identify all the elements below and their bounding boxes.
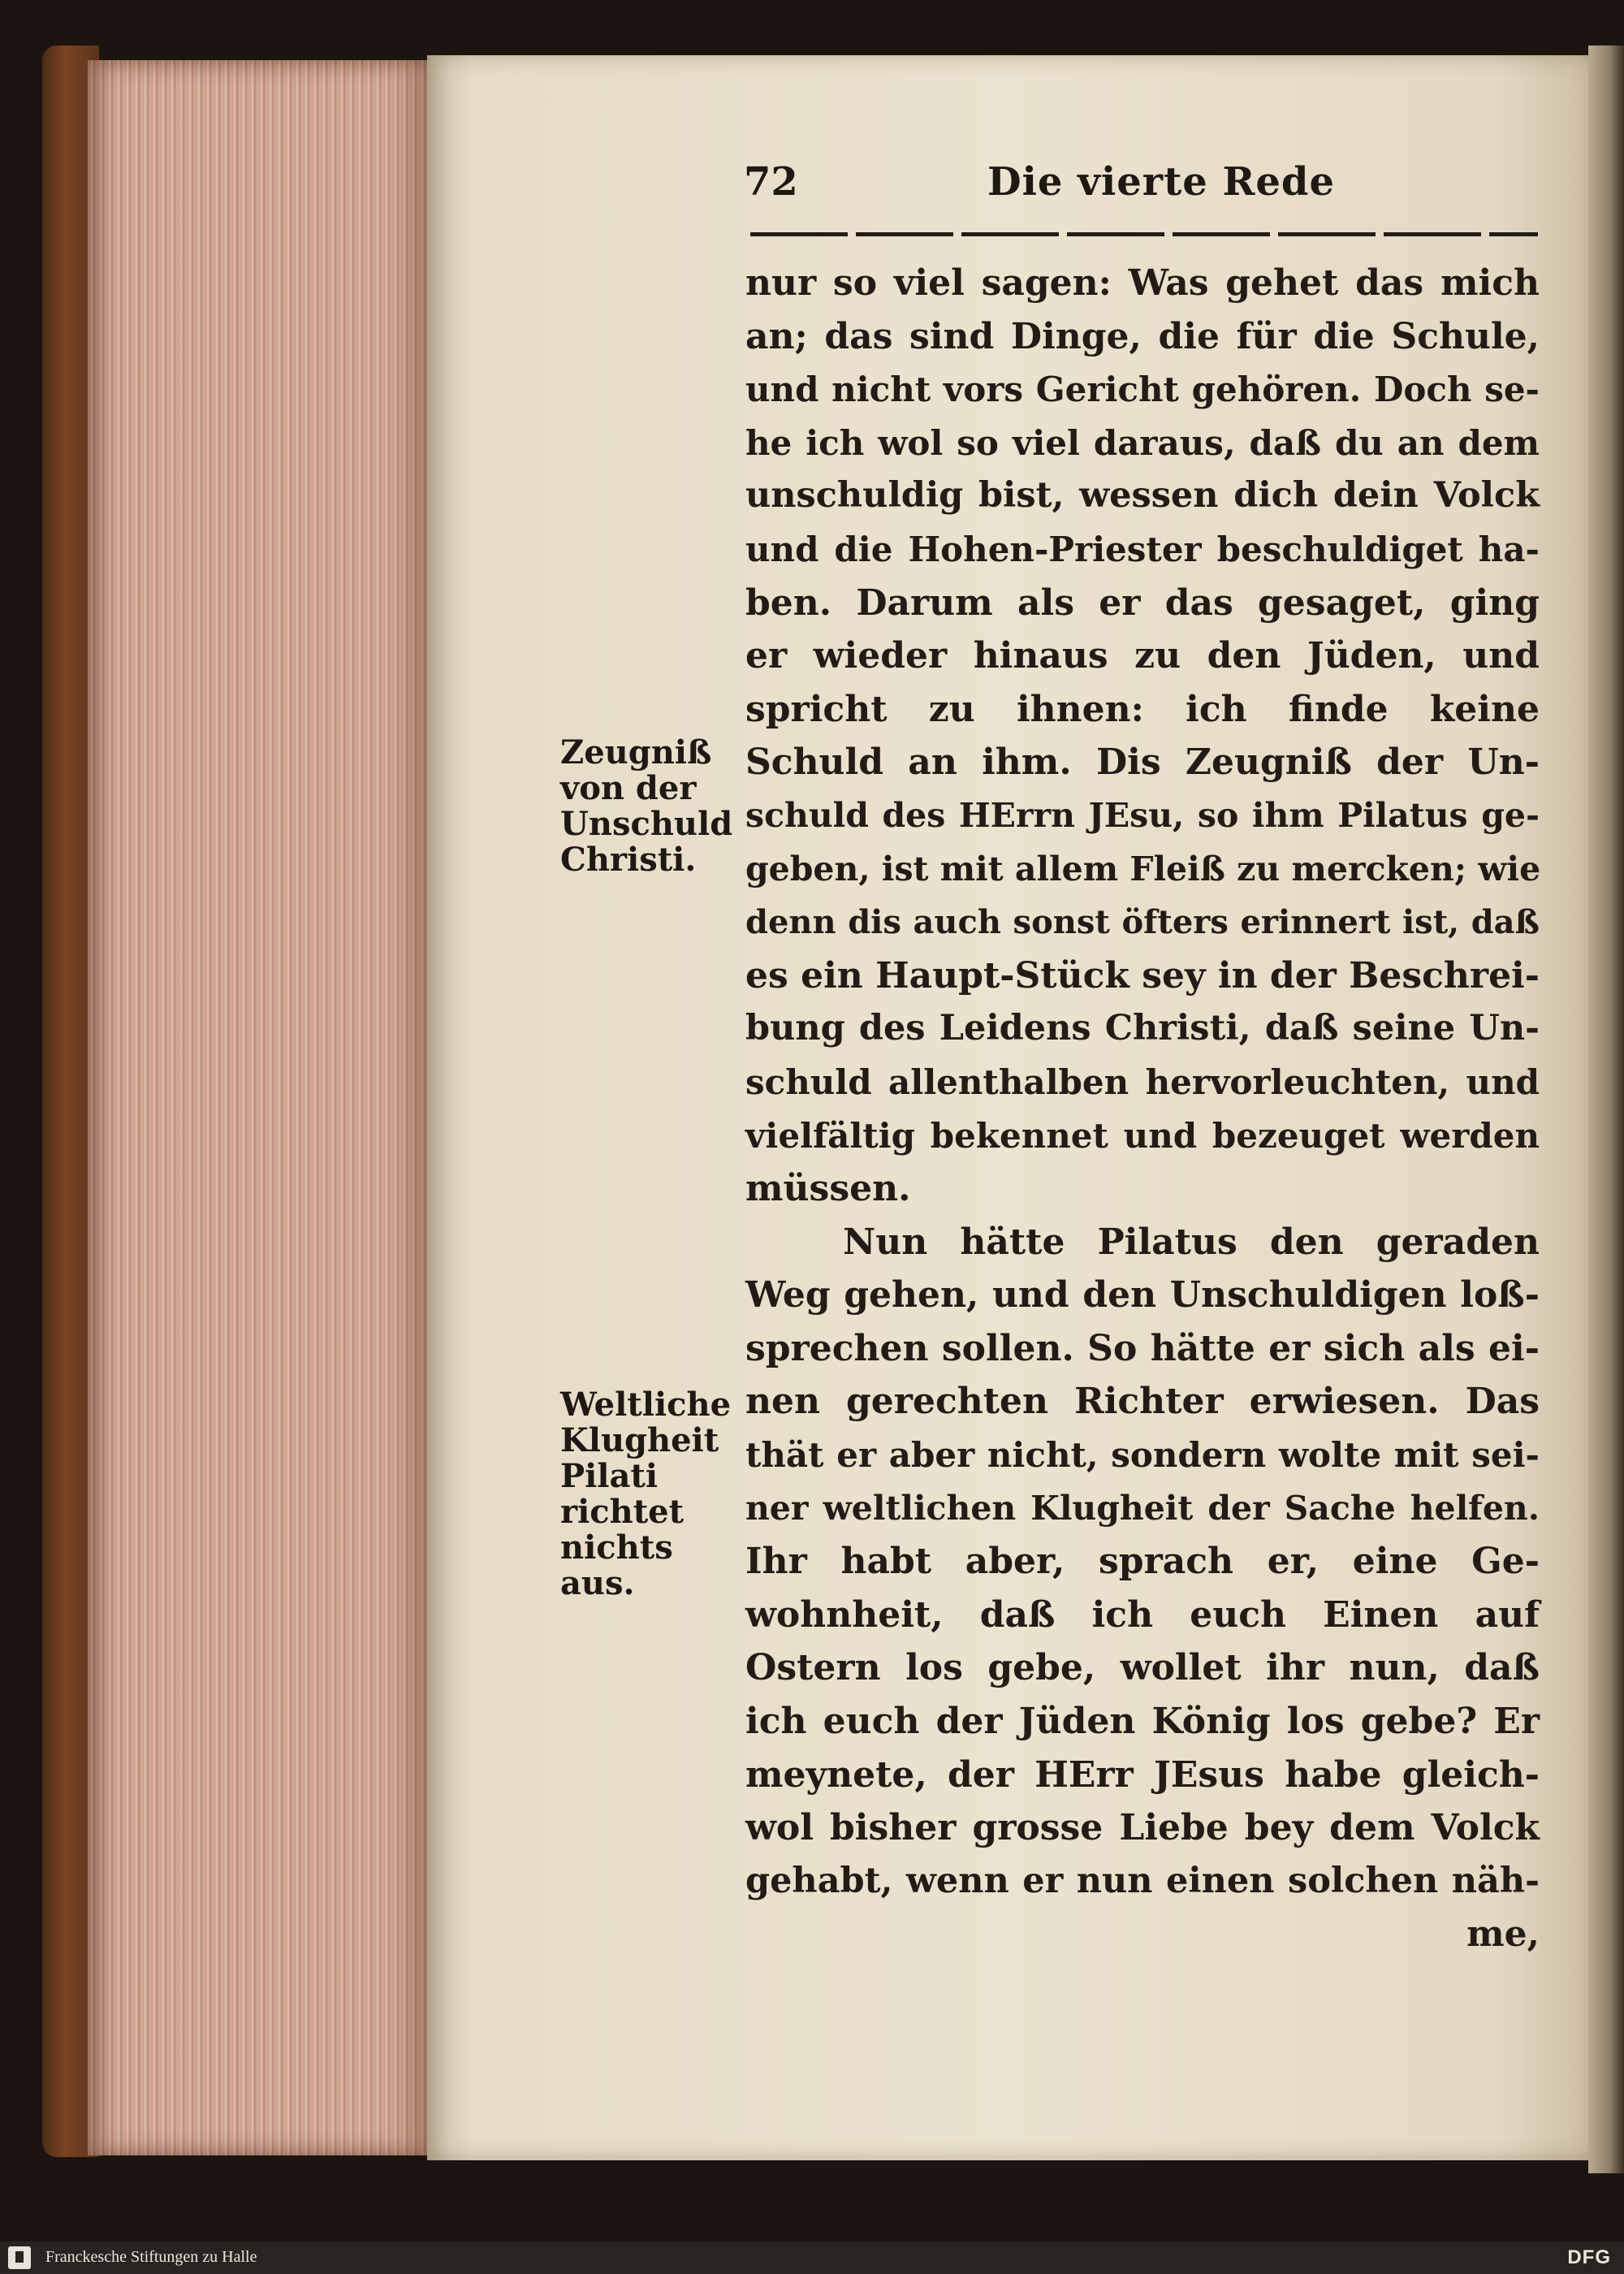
text-line: spricht zu ihnen: ich finde keine: [745, 688, 1540, 730]
margin-note-zeugniss: [560, 735, 739, 878]
text-line: an; das sind Dinge, die für die Schule,: [745, 315, 1540, 357]
text-line: geben, ist mit allem Fleiß zu mercken; wie: [745, 849, 1541, 888]
text-line: meynete, der HErr JEsus habe gleich-: [745, 1753, 1540, 1796]
text-line: wol bisher grosse Liebe bey dem Volck: [745, 1807, 1540, 1849]
margin-note-line: Zeugniß: [560, 733, 712, 772]
margin-note-line: Weltliche: [560, 1386, 732, 1424]
institution-logo-icon: [8, 2246, 31, 2269]
text-line: he ich wol so viel daraus, daß du an dem: [745, 422, 1540, 463]
text-line: Schuld an ihm. Dis Zeugniß der Un-: [745, 741, 1540, 784]
text-line: nen gerechten Richter erwiesen. Das: [745, 1381, 1540, 1423]
text-line: wohnheit, daß ich euch Einen auf: [745, 1593, 1540, 1636]
facing-page-edge: [1588, 45, 1624, 2173]
text-line: nur so viel sagen: Was gehet das mich: [745, 262, 1540, 304]
margin-note-line: von der: [560, 769, 697, 807]
margin-note-line: aus.: [560, 1564, 635, 1602]
text-line: und nicht vors Gericht gehören. Doch se-: [745, 370, 1540, 410]
catchword: me,: [1466, 1913, 1540, 1956]
text-line: schuld allenthalben hervorleuchten, und: [745, 1061, 1540, 1102]
margin-note-line: Christi.: [560, 841, 697, 879]
margin-note-line: Pilati: [560, 1457, 659, 1495]
dfg-mark: DFG: [1567, 2246, 1611, 2268]
text-line: Weg gehen, und den Unschuldigen loß-: [745, 1274, 1540, 1316]
viewer-footer-bar: [0, 2242, 1624, 2274]
running-head: Die vierte Rede: [987, 159, 1336, 205]
text-line: müssen.: [745, 1168, 911, 1210]
page-header: [744, 159, 1540, 216]
main-text-block: [745, 257, 1540, 1961]
text-line: ner weltlichen Klugheit der Sache helfen.: [745, 1488, 1540, 1528]
text-line: es ein Haupt-Stück sey in der Beschrei-: [745, 954, 1540, 996]
text-line: Ihr habt aber, sprach er, eine Ge-: [745, 1541, 1540, 1583]
paragraph-start-line: Nun hätte Pilatus den geraden: [843, 1221, 1540, 1263]
text-line: bung des Leidens Christi, daß seine Un-: [745, 1008, 1540, 1049]
text-line: ben. Darum als er das gesaget, ging: [745, 581, 1540, 624]
text-line: Ostern los gebe, wollet ihr nun, daß: [745, 1647, 1540, 1689]
text-line: thät er aber nicht, sondern wolte mit sei-: [745, 1435, 1540, 1476]
margin-note-weltliche-klugheit: [560, 1387, 739, 1602]
institution-credit: Franckesche Stiftungen zu Halle: [45, 2248, 257, 2266]
text-line: vielfältig bekennet und bezeuget werden: [745, 1115, 1540, 1156]
margin-note-line: Unschuld: [560, 805, 733, 843]
text-line: schuld des HErrn JEsu, so ihm Pilatus ge-: [745, 795, 1540, 835]
margin-note-line: nichts: [560, 1528, 673, 1567]
header-rule: [750, 232, 1538, 236]
margin-note-line: Klugheit: [560, 1421, 719, 1459]
margin-note-line: richtet: [560, 1493, 685, 1531]
text-line: gehabt, wenn er nun einen solchen näh-: [745, 1860, 1540, 1901]
page-block-fore-edge: [88, 60, 427, 2155]
text-line: und die Hohen-Priester beschuldiget ha-: [745, 529, 1540, 569]
text-line: denn dis auch sonst öfters erinnert ist, daß: [745, 903, 1540, 942]
text-line: ich euch der Jüden König los gebe? Er: [745, 1701, 1540, 1743]
text-line: sprechen sollen. So hätte er sich als ei-: [745, 1327, 1540, 1369]
text-line: unschuldig bist, wessen dich dein Volck: [745, 475, 1540, 517]
text-line: er wieder hinaus zu den Jüden, und: [745, 635, 1540, 677]
page-number: 72: [744, 159, 798, 205]
